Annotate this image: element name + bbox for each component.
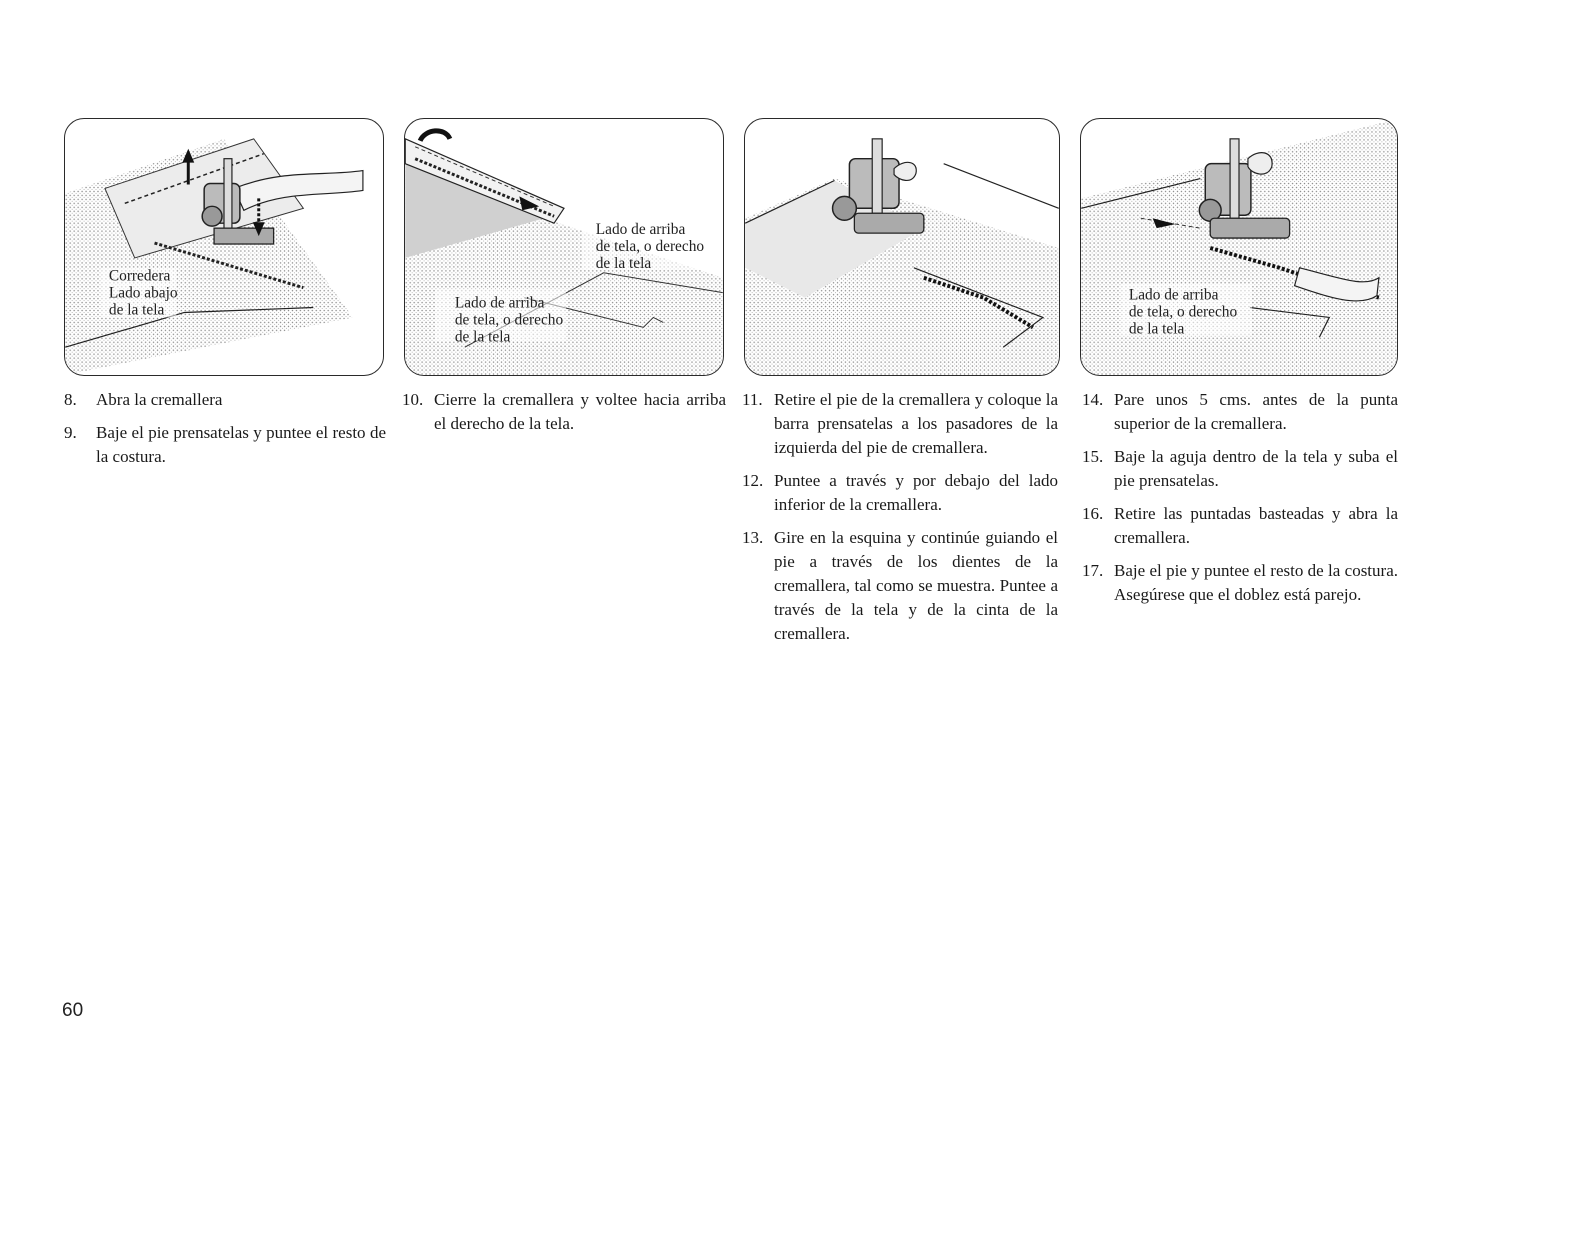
step-12 [742,469,1058,517]
figure-2-labels-top [582,218,713,272]
step-number: 14. [1082,390,1104,409]
figure-1 [64,118,384,376]
step-text: Retire el pie de la cremallera y coloque la barra prensatelas a los pasadores de la izquierda del pie de cremallera. [774,390,1058,457]
figure-2-labels-bottom [435,290,566,346]
zipper-foot-illustration-4 [1081,119,1397,375]
figure-1-labels [101,268,178,319]
figure-4 [1080,118,1398,376]
step-text: Pare unos 5 cms. antes de la punta superior de la cremallera. [1114,390,1398,433]
label-lado-de-arriba: Lado de arriba [1128,286,1219,304]
step-13 [742,526,1058,646]
instructions-column-1 [64,388,386,478]
step-text: Retire las puntadas basteadas y abra la cremallera. [1114,504,1398,547]
instructions-column-3 [742,388,1058,655]
label-de-tela-derecho-bottom: de tela, o derecho [454,311,564,329]
step-text: Cierre la cremallera y voltee hacia arriba el derecho de la tela. [434,390,726,433]
step-14 [1082,388,1398,436]
step-text: Baje la aguja dentro de la tela y suba el pie prensatelas. [1114,447,1398,490]
figure-2 [404,118,724,376]
step-text: Baje el pie y puntee el resto de la costura. Asegúrese que el doblez está parejo. [1114,561,1398,604]
figure-3 [744,118,1060,376]
label-lado-de-arriba-top: Lado de arriba [595,221,686,239]
step-17 [1082,559,1398,607]
label-lado-de-arriba-bottom: Lado de arriba [454,294,545,312]
step-text: Abra la cremallera [96,390,223,409]
label-lado-abajo: Lado abajo [108,284,178,302]
step-number: 9. [64,423,77,442]
step-number: 12. [742,471,764,490]
step-number: 17. [1082,561,1104,580]
instructions-column-4 [1082,388,1398,616]
step-number: 8. [64,390,77,409]
zipper-foot-illustration-1 [65,119,383,375]
step-number: 11. [742,390,763,409]
label-corredera: Corredera [108,267,171,285]
step-number: 13. [742,528,764,547]
instructions-column-2 [402,388,726,445]
fabric-flip-illustration [405,119,723,375]
page-number: 60 [62,1000,84,1021]
step-text: Puntee a través y por debajo del lado inferior de la cremallera. [774,471,1058,514]
figure-4-labels [1121,284,1252,338]
label-de-la-tela-bottom: de la tela [454,328,511,346]
step-11 [742,388,1058,460]
step-number: 10. [402,390,424,409]
label-de-la-tela-top: de la tela [595,254,652,272]
label-de-la-tela: de la tela [108,301,165,319]
step-15 [1082,445,1398,493]
step-text: Baje el pie prensatelas y puntee el resto de la costura. [96,423,386,466]
label-de-tela-derecho: de tela, o derecho [1128,303,1238,321]
zipper-foot-illustration-3 [745,119,1059,375]
step-8 [64,388,386,412]
step-number: 15. [1082,447,1104,466]
step-text: Gire en la esquina y continúe guiando el pie a través de los dientes de la cremallera, tal como se muestra. Puntee a través de la tela y de la cinta de la cremallera. [774,528,1058,643]
step-10 [402,388,726,436]
step-16 [1082,502,1398,550]
step-9 [64,421,386,469]
label-de-la-tela: de la tela [1128,320,1185,338]
label-de-tela-derecho-top: de tela, o derecho [595,237,705,255]
step-number: 16. [1082,504,1104,523]
